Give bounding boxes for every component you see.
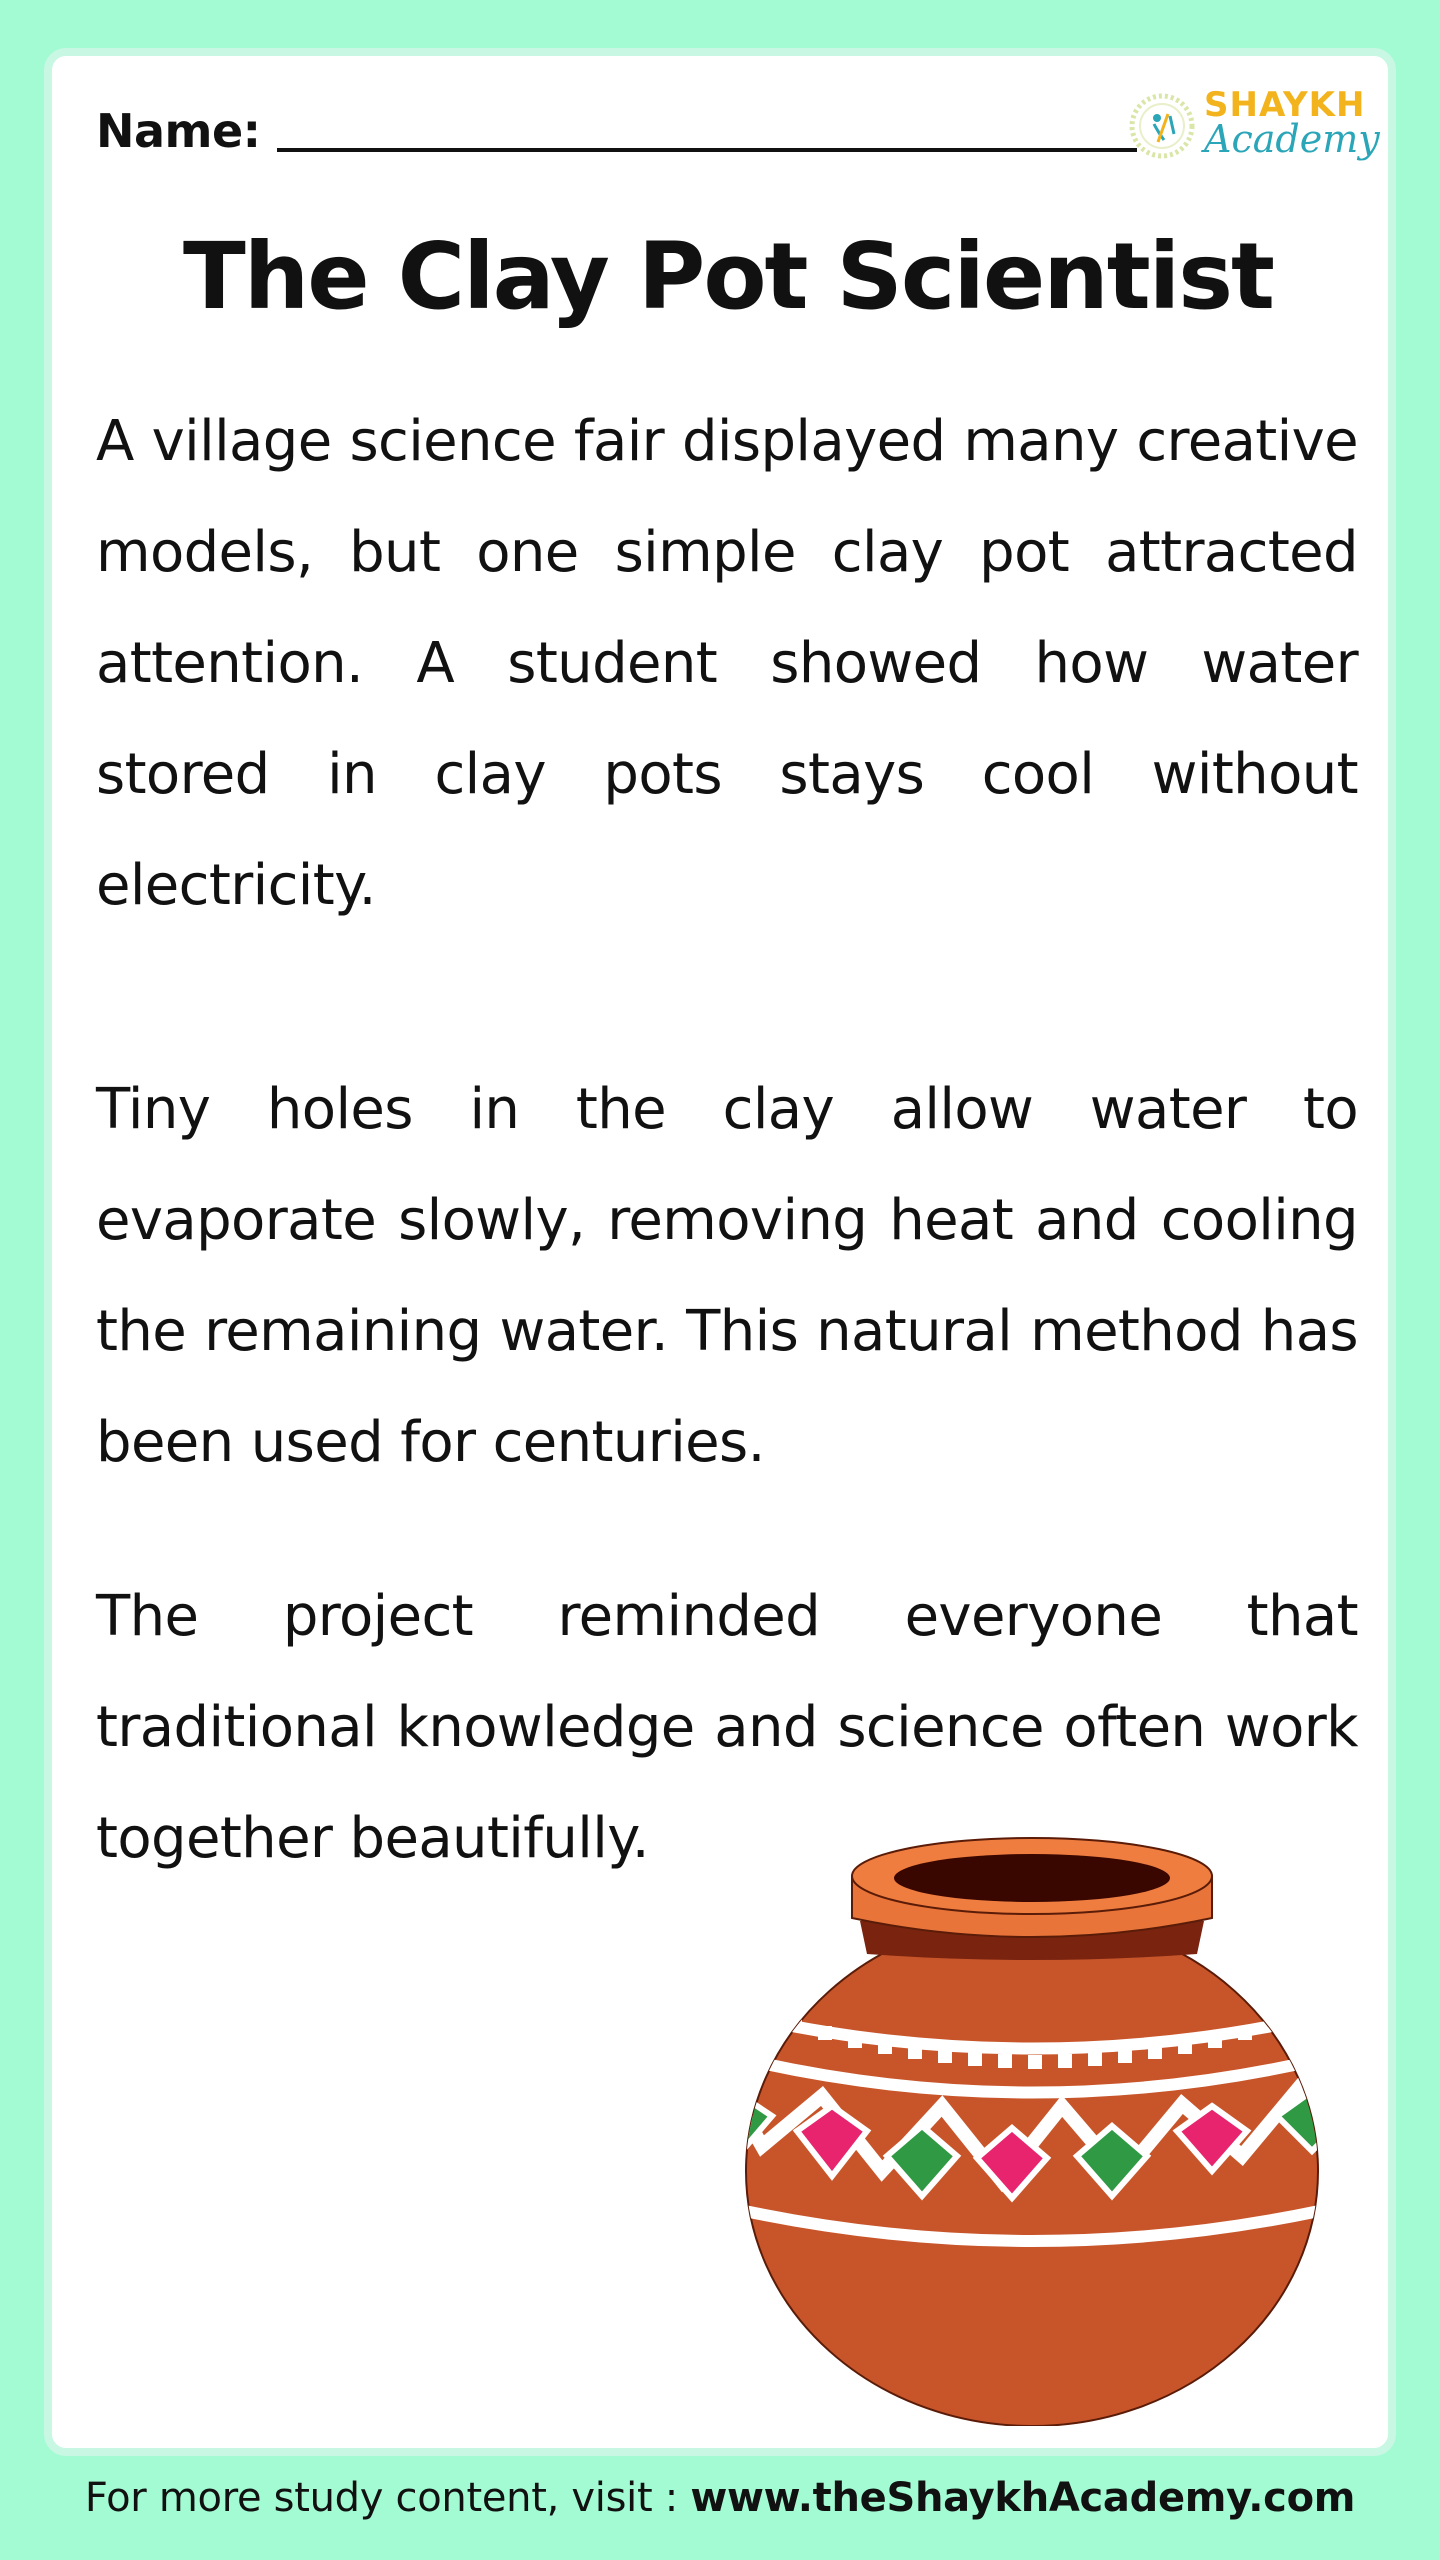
footer-credit [0, 2474, 1440, 2522]
name-row [96, 104, 1137, 158]
story-paragraph-3: The project reminded everyone that traditional knowledge and science often work together beautifully. [96, 1584, 1358, 1871]
footer-url-link[interactable]: www.theShaykhAcademy.com [690, 2475, 1356, 2521]
worksheet-title: The Clay Pot Scientist [182, 223, 1274, 330]
name-label: Name: [96, 104, 261, 158]
story-paragraph-2: Tiny holes in the clay allow water to evaporate slowly, removing heat and cooling the remaining water. This natural method has been used for centuries. [96, 1077, 1358, 1475]
logo-emblem-icon [1124, 84, 1200, 160]
name-input-line[interactable] [277, 148, 1137, 152]
logo-wordmark-top: SHAYKH [1204, 85, 1366, 125]
footer-prefix: For more study content, visit : [84, 2475, 691, 2521]
story-paragraph-1: A village science fair displayed many creative models, but one simple clay pot attracted attention. A student showed how water stored in clay pots stays cool without electricity. [96, 409, 1358, 918]
clay-pot-icon [722, 1806, 1342, 2426]
shaykh-academy-logo [1124, 84, 1380, 184]
worksheet-card [44, 48, 1396, 2456]
logo-wordmark-bottom: Academy [1204, 117, 1380, 161]
